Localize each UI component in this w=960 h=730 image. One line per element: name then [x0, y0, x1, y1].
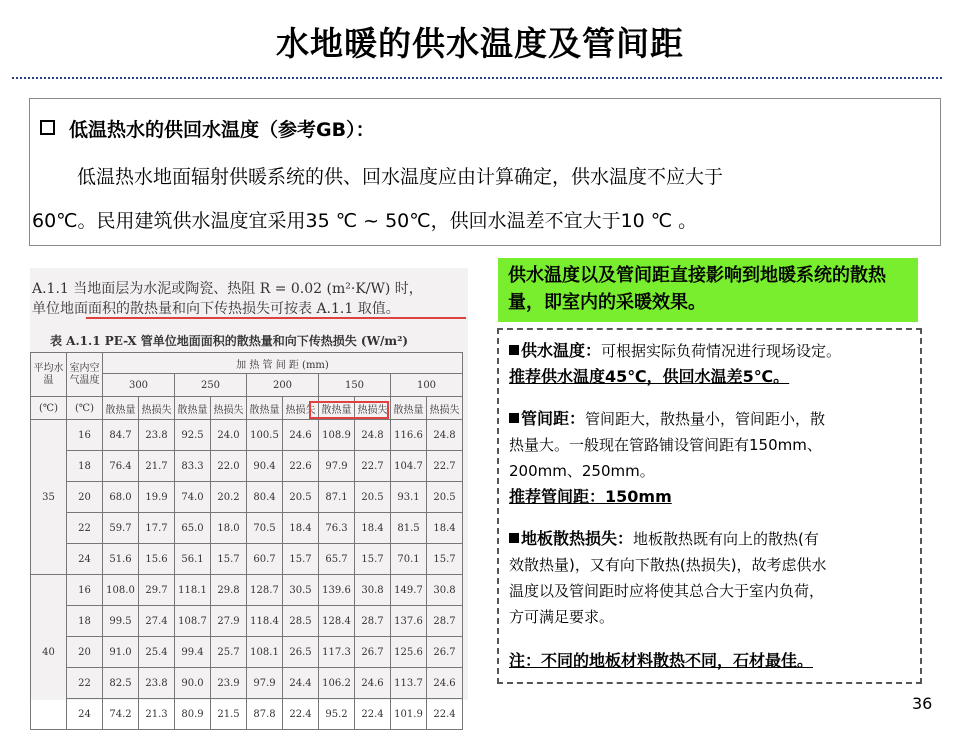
table-cell: 25.4 — [139, 637, 175, 668]
table-row — [31, 699, 463, 730]
page-title: 水地暖的供水温度及管间距 — [276, 24, 684, 63]
table-cell: 99.5 — [103, 606, 139, 637]
spacing-value: 100 — [391, 374, 463, 397]
table-cell: 27.4 — [139, 606, 175, 637]
table-cell: 108.7 — [175, 606, 211, 637]
table-cell: 83.3 — [175, 451, 211, 482]
table-cell: 76.3 — [319, 513, 355, 544]
heat-table — [30, 352, 463, 730]
loss-col-header: 热损失 — [355, 397, 391, 420]
square-bullet-icon — [509, 533, 519, 543]
note-pipe-spacing: 管间距：管间距大，散热量小，管间距小，散 — [509, 406, 825, 432]
heat-col-header: 散热量 — [391, 397, 427, 420]
table-cell: 17.7 — [139, 513, 175, 544]
table-cell: 18.4 — [355, 513, 391, 544]
material-note: 注：不同的地板材料散热不同，石材最佳。 — [509, 651, 814, 670]
table-cell: 21.7 — [139, 451, 175, 482]
table-cell: 99.4 — [175, 637, 211, 668]
intro-box — [29, 98, 941, 246]
loss-col-header: 热损失 — [427, 397, 463, 420]
intro-line-2: 60℃。民用建筑供水温度宜采用35 ℃ ~ 50℃，供回水温差不宜大于10 ℃ 。 — [32, 210, 698, 232]
table-row — [31, 544, 463, 575]
table-cell: 118.1 — [175, 575, 211, 606]
table-cell: 29.8 — [211, 575, 247, 606]
air-temp-cell: 18 — [67, 451, 103, 482]
table-cell: 15.7 — [211, 544, 247, 575]
table-cell: 15.7 — [355, 544, 391, 575]
loss-col-header: 热损失 — [139, 397, 175, 420]
floor-loss-line-4: 方可满足要求。 — [509, 608, 615, 626]
table-cell: 20.5 — [355, 482, 391, 513]
doc-line-1: A.1.1 当地面层为水泥或陶瓷、热阻 R = 0.02 (m²·K/W) 时， — [32, 281, 423, 297]
table-cell: 108.0 — [103, 575, 139, 606]
table-cell: 59.7 — [103, 513, 139, 544]
highlight-callout: 供水温度以及管间距直接影响到地暖系统的散热量，即室内的采暖效果。 — [498, 258, 918, 322]
table-row — [31, 513, 463, 544]
air-temp-cell: 22 — [67, 513, 103, 544]
table-cell: 108.9 — [319, 420, 355, 451]
table-row — [31, 420, 463, 451]
table-cell: 137.6 — [391, 606, 427, 637]
table-cell: 108.1 — [247, 637, 283, 668]
standard-table-scan — [30, 268, 468, 720]
intro-line-1: 低温热水地面辐射供暖系统的供、回水温度应由计算确定，供水温度不应大于 — [77, 166, 724, 188]
square-bullet-icon — [40, 120, 55, 135]
unit-cell: (℃) — [67, 397, 103, 420]
table-cell: 22.4 — [427, 699, 463, 730]
air-temp-cell: 22 — [67, 668, 103, 699]
table-cell: 22.7 — [427, 451, 463, 482]
table-cell: 113.7 — [391, 668, 427, 699]
table-cell: 84.7 — [103, 420, 139, 451]
table-cell: 24.6 — [427, 668, 463, 699]
table-cell: 21.3 — [139, 699, 175, 730]
table-row — [31, 637, 463, 668]
floor-loss-line-2: 效散热量)，又有向下散热(热损失)，故考虑供水 — [509, 556, 827, 574]
table-cell: 22.4 — [283, 699, 319, 730]
table-cell: 80.9 — [175, 699, 211, 730]
table-cell: 91.0 — [103, 637, 139, 668]
table-cell: 116.6 — [391, 420, 427, 451]
notes-box — [497, 328, 922, 684]
table-cell: 22.4 — [355, 699, 391, 730]
table-caption: 表 A.1.1 PE-X 管单位地面面积的散热量和向下传热损失 (W/m²) — [50, 334, 409, 348]
table-cell: 28.5 — [283, 606, 319, 637]
table-cell: 20.5 — [427, 482, 463, 513]
table-cell: 22.6 — [283, 451, 319, 482]
table-cell: 18.0 — [211, 513, 247, 544]
table-cell: 24.6 — [355, 668, 391, 699]
table-cell: 104.7 — [391, 451, 427, 482]
table-cell: 24.8 — [355, 420, 391, 451]
loss-col-header: 热损失 — [283, 397, 319, 420]
table-cell: 27.9 — [211, 606, 247, 637]
table-cell: 26.5 — [283, 637, 319, 668]
table-cell: 95.2 — [319, 699, 355, 730]
table-cell: 51.6 — [103, 544, 139, 575]
table-cell: 106.2 — [319, 668, 355, 699]
floor-loss-line-3: 温度以及管间距时应将使其总合大于室内负荷， — [509, 582, 825, 600]
table-cell: 68.0 — [103, 482, 139, 513]
table-row — [31, 668, 463, 699]
table-cell: 30.5 — [283, 575, 319, 606]
table-cell: 18.4 — [427, 513, 463, 544]
table-header-row — [31, 353, 463, 374]
table-cell: 24.0 — [211, 420, 247, 451]
table-cell: 100.5 — [247, 420, 283, 451]
table-row — [31, 575, 463, 606]
table-cell: 23.8 — [139, 668, 175, 699]
title-divider — [12, 77, 942, 79]
table-cell: 20.5 — [283, 482, 319, 513]
table-cell: 20.2 — [211, 482, 247, 513]
table-cell: 26.7 — [427, 637, 463, 668]
table-cell: 90.0 — [175, 668, 211, 699]
pipe-spacing-line-2: 热量大。一般现在管路铺设管间距有150mm、 — [509, 436, 822, 454]
red-underline — [86, 317, 466, 319]
table-cell: 90.4 — [247, 451, 283, 482]
highlight-box-150 — [309, 401, 389, 419]
table-cell: 60.7 — [247, 544, 283, 575]
air-temp-cell: 16 — [67, 420, 103, 451]
spacing-value: 150 — [319, 374, 391, 397]
table-cell: 74.0 — [175, 482, 211, 513]
table-cell: 23.9 — [211, 668, 247, 699]
table-cell: 81.5 — [391, 513, 427, 544]
air-temp-cell: 18 — [67, 606, 103, 637]
intro-heading — [40, 115, 375, 142]
table-cell: 76.4 — [103, 451, 139, 482]
table-cell: 26.7 — [355, 637, 391, 668]
table-cell: 87.1 — [319, 482, 355, 513]
table-row — [31, 482, 463, 513]
air-temp-header: 室内空气温度 — [67, 353, 103, 397]
heat-col-header: 散热量 — [103, 397, 139, 420]
table-cell: 21.5 — [211, 699, 247, 730]
table-cell: 25.7 — [211, 637, 247, 668]
heat-col-header: 散热量 — [319, 397, 355, 420]
table-cell: 93.1 — [391, 482, 427, 513]
table-cell: 30.8 — [427, 575, 463, 606]
table-cell: 139.6 — [319, 575, 355, 606]
heat-col-header: 散热量 — [247, 397, 283, 420]
table-cell: 125.6 — [391, 637, 427, 668]
table-cell: 56.1 — [175, 544, 211, 575]
loss-col-header: 热损失 — [211, 397, 247, 420]
table-cell: 18.4 — [283, 513, 319, 544]
table-cell: 80.4 — [247, 482, 283, 513]
table-cell: 128.7 — [247, 575, 283, 606]
unit-cell: (℃) — [31, 397, 67, 420]
air-temp-cell: 20 — [67, 482, 103, 513]
air-temp-cell: 24 — [67, 544, 103, 575]
table-cell: 24.6 — [283, 420, 319, 451]
table-cell: 74.2 — [103, 699, 139, 730]
table-cell: 65.7 — [319, 544, 355, 575]
note-supply-temp: 供水温度：可根据实际负荷情况进行现场设定。 — [509, 338, 841, 364]
table-row — [31, 606, 463, 637]
table-cell: 97.9 — [247, 668, 283, 699]
table-header-row — [31, 397, 463, 420]
avg-temp-cell: 35 — [31, 420, 67, 575]
table-cell: 30.8 — [355, 575, 391, 606]
table-cell: 22.0 — [211, 451, 247, 482]
table-cell: 128.4 — [319, 606, 355, 637]
table-cell: 15.7 — [283, 544, 319, 575]
square-bullet-icon — [509, 345, 519, 355]
intro-heading-text: 低温热水的供回水温度（参考GB）： — [69, 119, 375, 141]
air-temp-cell: 16 — [67, 575, 103, 606]
table-cell: 82.5 — [103, 668, 139, 699]
heat-col-header: 散热量 — [175, 397, 211, 420]
table-cell: 28.7 — [355, 606, 391, 637]
table-cell: 15.7 — [427, 544, 463, 575]
table-cell: 24.8 — [427, 420, 463, 451]
note-floor-loss: 地板散热损失：地板散热既有向上的散热(有 — [509, 526, 819, 552]
table-cell: 118.4 — [247, 606, 283, 637]
doc-line-2: 单位地面面积的散热量和向下传热损失可按表 A.1.1 取值。 — [32, 301, 400, 317]
spacing-header: 加 热 管 间 距 (mm) — [103, 353, 463, 374]
table-cell: 117.3 — [319, 637, 355, 668]
pipe-spacing-recommendation: 推荐管间距：150mm — [509, 487, 672, 506]
spacing-value: 300 — [103, 374, 175, 397]
air-temp-cell: 24 — [67, 699, 103, 730]
table-cell: 22.7 — [355, 451, 391, 482]
pipe-spacing-line-3: 200mm、250mm。 — [509, 462, 655, 480]
spacing-value: 250 — [175, 374, 247, 397]
square-bullet-icon — [509, 413, 519, 423]
page-number: 36 — [912, 694, 933, 713]
avg-temp-header: 平均水温 — [31, 353, 67, 397]
table-cell: 92.5 — [175, 420, 211, 451]
table-cell: 23.8 — [139, 420, 175, 451]
supply-temp-recommendation: 推荐供水温度45℃，供回水温差5℃。 — [509, 367, 790, 386]
table-cell: 28.7 — [427, 606, 463, 637]
table-cell: 87.8 — [247, 699, 283, 730]
table-cell: 70.5 — [247, 513, 283, 544]
table-cell: 29.7 — [139, 575, 175, 606]
table-cell: 24.4 — [283, 668, 319, 699]
table-cell: 65.0 — [175, 513, 211, 544]
table-cell: 149.7 — [391, 575, 427, 606]
table-cell: 15.6 — [139, 544, 175, 575]
table-cell: 101.9 — [391, 699, 427, 730]
air-temp-cell: 20 — [67, 637, 103, 668]
table-row — [31, 451, 463, 482]
spacing-value: 200 — [247, 374, 319, 397]
table-cell: 19.9 — [139, 482, 175, 513]
table-cell: 70.1 — [391, 544, 427, 575]
avg-temp-cell: 40 — [31, 575, 67, 730]
table-cell: 97.9 — [319, 451, 355, 482]
